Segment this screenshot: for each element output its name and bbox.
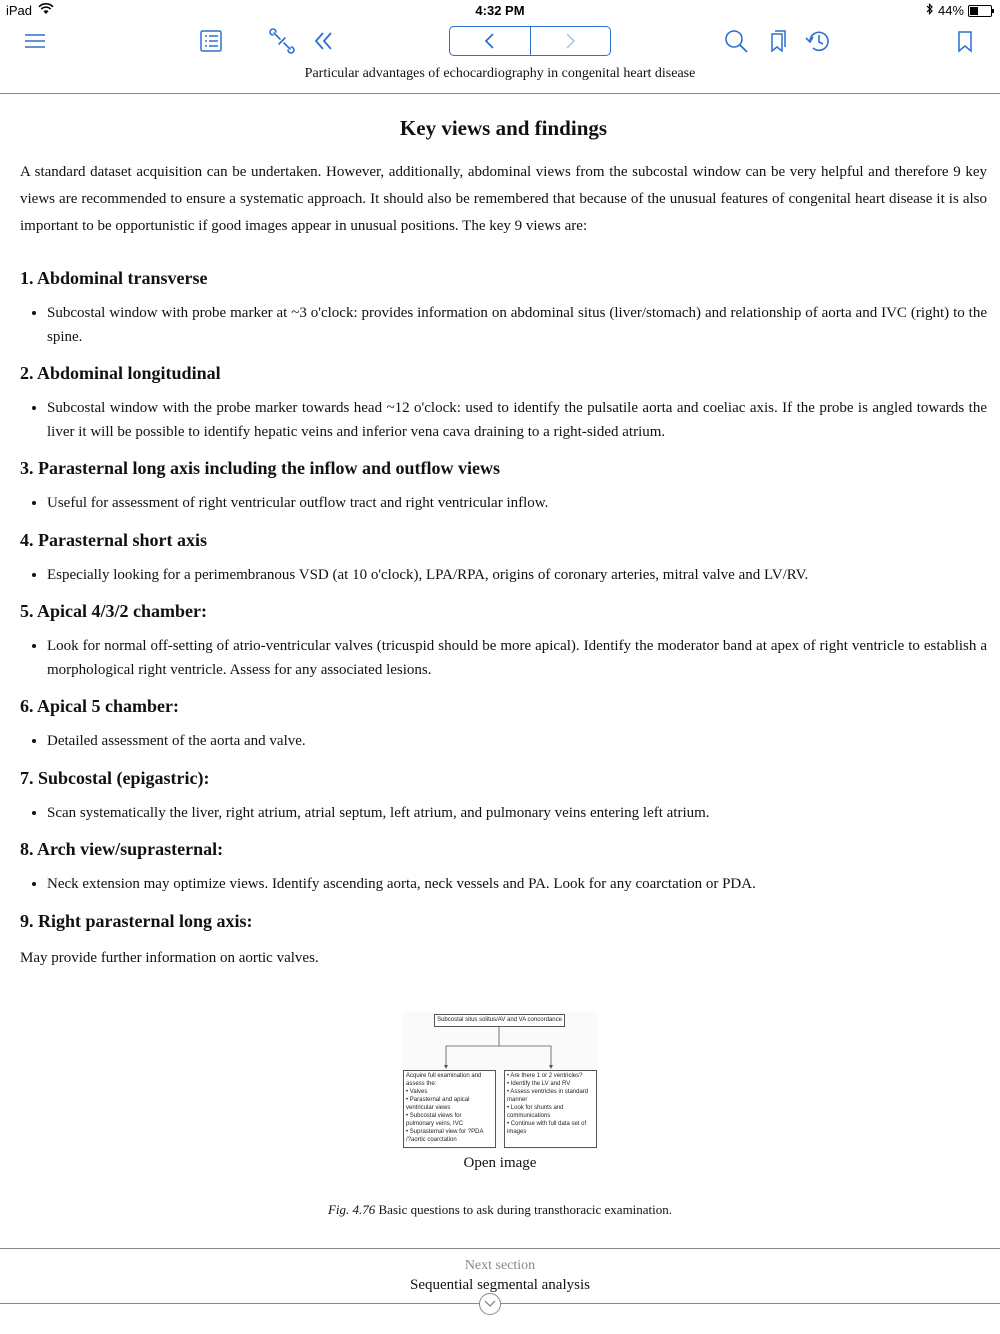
forward-icon[interactable] — [531, 27, 611, 55]
section-heading: 4. Parasternal short axis — [20, 529, 207, 550]
device-label: iPad — [6, 3, 33, 18]
figure-number: Fig. 4.76 — [327, 1202, 376, 1217]
list-item: • Especially looking for a perimembranous VSD (at 10 o'clock), LPA/RPA, origins of coronary arteries, mitral valve and LV/RV. — [47, 564, 987, 588]
section-list — [20, 397, 987, 444]
list-item: • Neck extension may optimize views. Identify ascending aorta, neck vessels and PA. Look for any coarctation or PDA. — [47, 873, 987, 897]
list-item: • Subcostal window with the probe marker towards head ~12 o'clock: used to identify the pulsatile aorta and coeliac axis. If the probe is angled towards the liver it will be possible to identify hepatic veins and inferior vena cava draining to a right-sided atrium. — [47, 397, 987, 444]
tools-icon[interactable] — [267, 26, 297, 56]
list-item: • Subcostal window with probe marker at ~3 o'clock: provides information on abdominal situs (liver/stomach) and relationship of aorta and IVC (right) to the spine. — [47, 302, 987, 349]
figure-caption-text: Basic questions to ask during transthoracic examination. — [375, 1202, 673, 1217]
section-heading: 1. Abdominal transverse — [20, 268, 208, 288]
footer-divider — [0, 1248, 1000, 1249]
list-item: • Useful for assessment of right ventricular outflow tract and right ventricular inflow. — [47, 492, 987, 516]
chevron-down-icon[interactable] — [479, 1293, 501, 1315]
section-list — [20, 492, 987, 516]
clock: 4:32 PM — [475, 3, 525, 18]
main-content — [20, 116, 987, 967]
next-section-label: Next section — [464, 1258, 536, 1273]
open-image-link[interactable]: Open image — [463, 1155, 537, 1171]
figure-top-box: Subcostal situs solitus/AV and VA concordance — [434, 1014, 565, 1027]
bluetooth-icon — [926, 3, 934, 18]
double-chevron-left-icon[interactable] — [308, 26, 338, 56]
search-icon[interactable] — [721, 26, 751, 56]
section-heading: 2. Abdominal longitudinal — [20, 363, 221, 383]
list-item: • Detailed assessment of the aorta and valve. — [47, 730, 987, 754]
section-text: May provide further information on aortic valves. — [20, 949, 319, 966]
section-heading: 3. Parasternal long axis including the inflow and outflow views — [20, 458, 501, 478]
bookmarks-icon[interactable] — [763, 26, 793, 56]
section-list — [20, 873, 987, 897]
page-title: Key views and findings — [399, 116, 608, 140]
section-list — [20, 802, 987, 826]
back-icon[interactable] — [450, 27, 531, 55]
toolbar — [0, 20, 1000, 62]
next-section-link[interactable]: Sequential segmental analysis — [410, 1277, 590, 1293]
header-divider — [0, 93, 1000, 94]
section-list — [20, 564, 987, 588]
bookmark-icon[interactable] — [950, 26, 980, 56]
intro-paragraph: A standard dataset acquisition can be undertaken. However, additionally, abdominal views from the subcostal window can be very helpful and therefore 9 key views are recommended to ensure a systematic approach. It should also be remembered that because of the unusual features of congenital heart disease it is also important to be opportunistic if good images appear in unusual positions. The key 9 views are: — [20, 164, 987, 234]
list-item: • Look for normal off-setting of atrio-ventricular valves (tricuspid should be more apical). Identify the moderator band at apex of right ventricle to establish a morphological right ventricle. Assess for any associated lesions. — [47, 635, 987, 682]
status-bar — [0, 0, 1000, 20]
toc-list-icon[interactable] — [196, 26, 226, 56]
section-heading: 6. Apical 5 chamber: — [20, 696, 179, 716]
list-item: • Scan systematically the liver, right atrium, atrial septum, left atrium, and pulmonary veins entering left atrium. — [47, 802, 987, 826]
chapter-title: Particular advantages of echocardiography in congenital heart disease — [304, 66, 696, 81]
section-list — [20, 635, 987, 682]
section-list — [20, 302, 987, 349]
page-nav — [449, 26, 611, 56]
section-heading: 7. Subcostal (epigastric): — [20, 767, 210, 788]
section-list — [20, 730, 987, 754]
history-icon[interactable] — [803, 26, 833, 56]
section-heading: 9. Right parasternal long axis: — [20, 910, 253, 931]
section-heading: 5. Apical 4/3/2 chamber: — [20, 601, 207, 621]
figure-left-box: Acquire full examination and assess the: • Valves • Parasternal and apical ventricular views • Subcostal views for pulmonary veins, IVC • Suprasternal view for ?PDA /?aortic coarctation — [403, 1070, 496, 1148]
figure-caption — [0, 1202, 1000, 1218]
section-heading: 8. Arch view/suprasternal: — [20, 839, 224, 859]
battery-percent: 44% — [937, 3, 964, 18]
menu-icon[interactable] — [20, 26, 50, 56]
battery-icon — [968, 5, 992, 17]
figure-right-box: • Are there 1 or 2 ventricles? • Identify the LV and RV • Assess ventricles in standard manner • Look for shunts and communications • Continue with full data set of images — [504, 1070, 597, 1148]
figure-thumbnail[interactable] — [402, 1012, 598, 1150]
